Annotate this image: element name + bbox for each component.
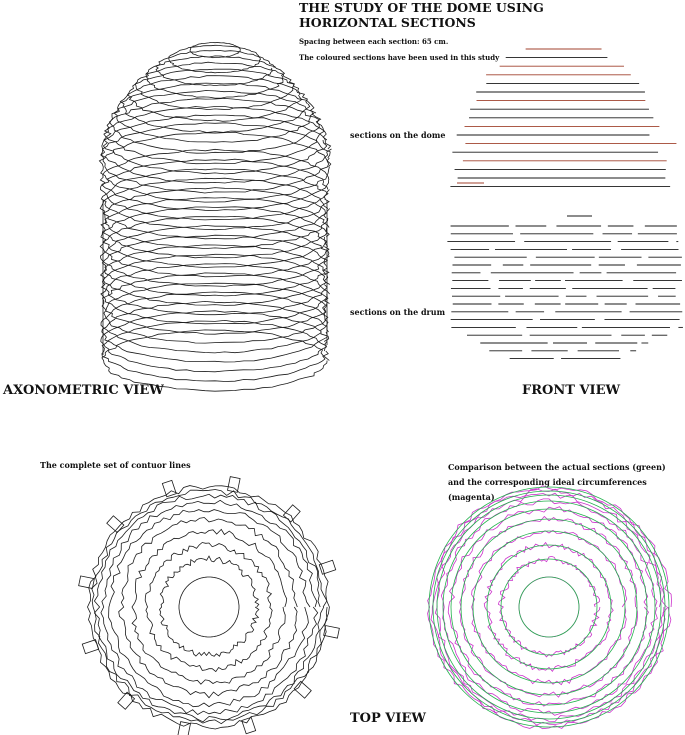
front-view-drawing	[447, 49, 683, 359]
comparison-label: Comparison between the actual sections (green) and the corresponding ideal circumferences (magenta)	[448, 462, 666, 502]
drum-contour	[101, 169, 329, 230]
ideal-circumference	[519, 577, 579, 637]
drum-contour	[102, 320, 328, 381]
drum-contour	[100, 149, 329, 210]
front-view-label: FRONT VIEW	[522, 383, 621, 398]
dome-contour	[120, 76, 309, 133]
contour-ring	[160, 556, 259, 656]
drum-contour	[102, 330, 329, 391]
buttress-block	[319, 560, 335, 574]
contour-lines-top-view	[79, 477, 340, 735]
coloured-sections-note: The coloured sections have been used in this study	[299, 53, 500, 62]
sheet-title: THE STUDY OF THE DOME USING HORIZONTAL SECTIONS	[299, 0, 544, 30]
actual-section-ring	[498, 556, 600, 657]
drum-contour	[102, 254, 330, 314]
buttress-block	[294, 681, 311, 698]
dome-contour	[127, 69, 301, 121]
drum-contour	[101, 292, 328, 353]
spacing-note: Spacing between each section: 65 cm.	[299, 37, 449, 46]
drum-contour	[101, 311, 329, 372]
drum-contour	[100, 216, 329, 276]
drum-contour	[102, 235, 327, 296]
top-view-label: TOP VIEW	[350, 711, 426, 726]
contour-ring	[132, 529, 287, 684]
axonometric-drawing	[99, 43, 331, 392]
dome-contour	[109, 91, 320, 154]
contour-ring	[179, 577, 239, 637]
contour-ring	[109, 510, 310, 707]
buttress-block	[82, 640, 98, 654]
axonometric-view-label: AXONOMETRIC VIEW	[3, 383, 164, 398]
buttress-block	[79, 576, 95, 589]
contour-ring	[119, 518, 298, 698]
actual-section-ring	[435, 493, 664, 721]
ideal-circumference	[433, 491, 665, 723]
comparison-top-view	[428, 486, 672, 729]
sections-on-drum-label: sections on the drum	[350, 307, 446, 317]
drum-contour	[102, 273, 329, 334]
dome-contour	[103, 107, 327, 174]
buttress-block	[178, 722, 191, 735]
buttress-block	[228, 477, 241, 493]
drum-contour	[101, 198, 329, 258]
drum-contour	[104, 188, 328, 249]
dome-contour	[190, 43, 240, 58]
contour-lines-label: The complete set of contuor lines	[40, 460, 191, 470]
drum-contour	[101, 207, 329, 268]
sections-on-dome-label: sections on the dome	[350, 130, 446, 140]
drum-contour	[100, 225, 329, 286]
contour-ring	[92, 490, 328, 724]
contour-ring	[101, 500, 318, 714]
buttress-block	[162, 480, 176, 496]
